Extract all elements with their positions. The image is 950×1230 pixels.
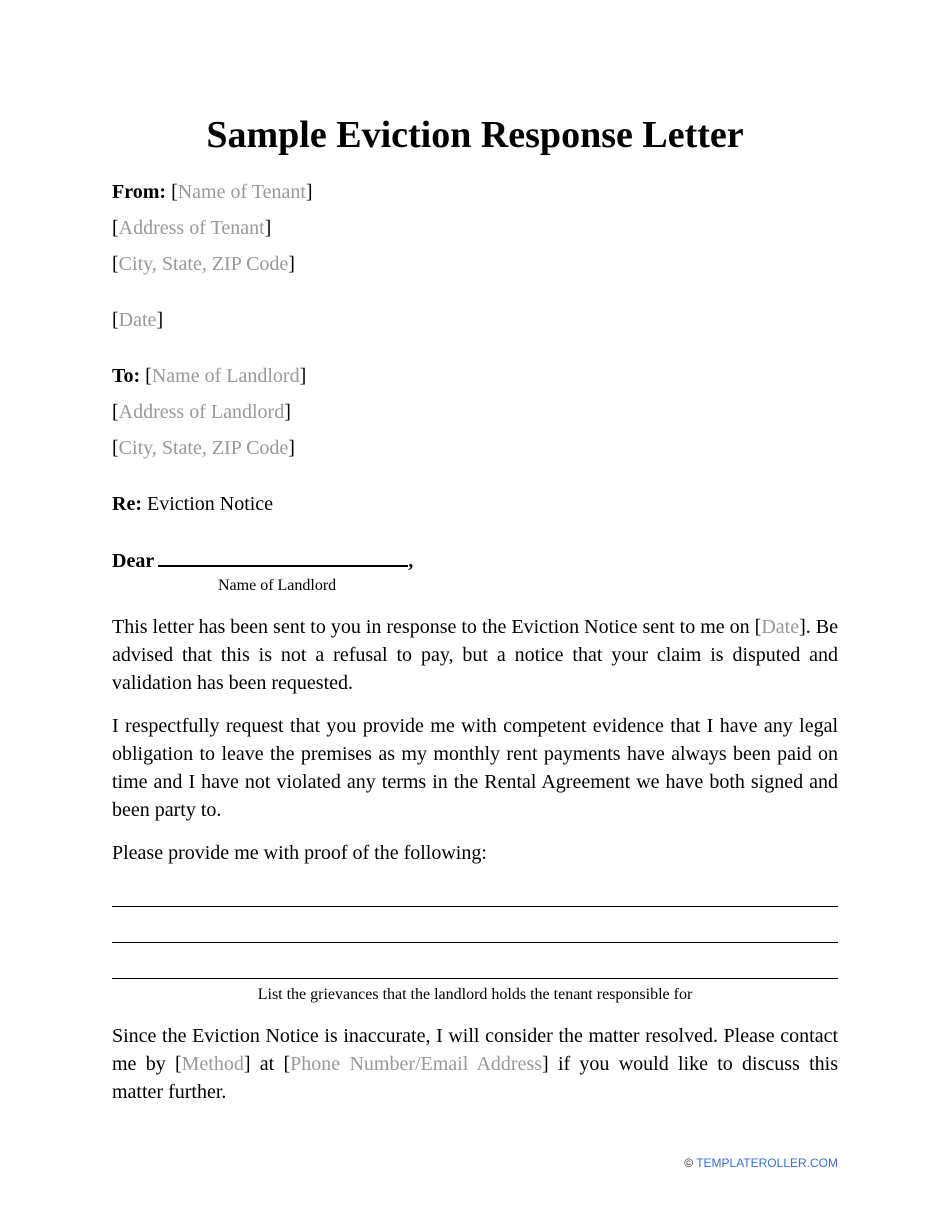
tenant-address-line: [Address of Tenant]: [112, 217, 272, 239]
tenant-city-line: [City, State, ZIP Code]: [112, 253, 295, 275]
dear-label: Dear: [112, 550, 155, 572]
paragraph-1-text-b: . Be advised that this is not a refusal to pay, but a notice that your claim is disputed and validation has been requested.: [112, 616, 838, 694]
grievance-line-1: [112, 906, 838, 907]
paragraph-1-text-a: This letter has been sent to you in response to the Eviction Notice sent to me on: [112, 616, 755, 638]
grievance-line-2: [112, 942, 838, 943]
re-subject: Eviction Notice: [146, 493, 274, 515]
paragraph-3: Please provide me with proof of the following:: [112, 842, 487, 864]
document-title: Sample Eviction Response Letter: [206, 114, 744, 156]
salutation-comma: ,: [408, 550, 414, 572]
paragraph-4-text-a: Since the Eviction Notice is inaccurate, I will consider the matter resolved. Please contact me by: [112, 1025, 838, 1075]
paragraph-4: Since the Eviction Notice is inaccurate, I will consider the matter resolved. Please contact me by [Method] at [Phone Number/Email Address] if you would like to discuss this matter further.: [112, 1025, 838, 1103]
landlord-name-placeholder: Name of Landlord: [151, 365, 300, 387]
copyright-symbol: ©: [684, 1156, 694, 1170]
templateroller-link[interactable]: TEMPLATEROLLER.COM: [696, 1156, 838, 1170]
re-line: [112, 491, 273, 517]
grievances-caption: List the grievances that the landlord holds the tenant responsible for: [257, 986, 693, 1003]
landlord-name-caption: Name of Landlord: [218, 577, 337, 594]
salutation-line: [112, 547, 413, 574]
to-label: To:: [112, 365, 141, 387]
tenant-address-placeholder: Address of Tenant: [118, 217, 265, 239]
date-line: [Date]: [112, 309, 164, 331]
paragraph-4-text-c: if you would like to discuss this matter further.: [112, 1053, 838, 1103]
from-label: From:: [112, 181, 167, 203]
landlord-name-blank: [158, 547, 408, 567]
re-label: Re:: [112, 493, 142, 515]
to-line: To: [Name of Landlord]: [112, 365, 307, 387]
paragraph-4-text-b: at: [250, 1053, 284, 1075]
landlord-address-line: [Address of Landlord]: [112, 401, 291, 423]
contact-placeholder: Phone Number/Email Address: [290, 1053, 543, 1075]
notice-date-placeholder: Date: [761, 616, 800, 638]
footer-credit: [684, 1155, 838, 1171]
from-line: From: [Name of Tenant]: [112, 181, 313, 203]
date-placeholder: Date: [118, 309, 157, 331]
paragraph-2: I respectfully request that you provide me with competent evidence that I have any legal obligation to leave the premises as my monthly rent payments have always been paid on time and I have not violated any terms in the Rental Agreement we have both signed and been party to.: [112, 715, 838, 821]
paragraph-1: This letter has been sent to you in response to the Eviction Notice sent to me on [Date]. Be advised that this is not a refusal to pay, but a notice that your claim is disputed and validation has been requested.: [112, 616, 838, 694]
landlord-city-placeholder: City, State, ZIP Code: [118, 437, 289, 459]
grievance-line-3: [112, 978, 838, 979]
tenant-name-placeholder: Name of Tenant: [177, 181, 306, 203]
method-placeholder: Method: [181, 1053, 244, 1075]
landlord-city-line: [City, State, ZIP Code]: [112, 437, 295, 459]
landlord-address-placeholder: Address of Landlord: [118, 401, 285, 423]
tenant-city-placeholder: City, State, ZIP Code: [118, 253, 289, 275]
